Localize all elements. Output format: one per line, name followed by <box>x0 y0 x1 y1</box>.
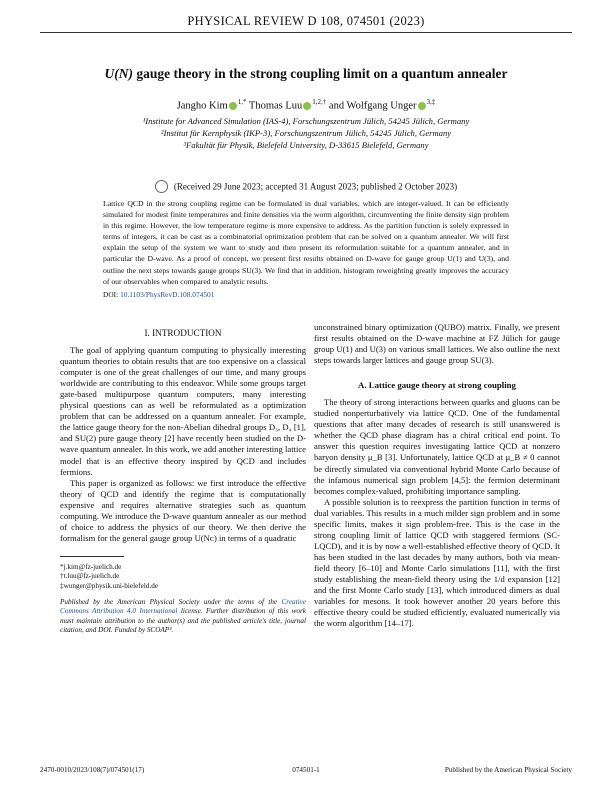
subsection-heading: A. Lattice gauge theory at strong coupling <box>358 380 516 391</box>
paragraph: The goal of applying quantum computing to physically interesting quantum theories to obtain results that are too expensive on a classical computer is one of the great challenges of our time, and many groups worldwide are contributing to this endeavor. While some groups target gate-based multipurpose quantum computers, many interesting physical questions can as well be reformulated as a optimization problem that can be addressed on a quantum annealer. For example, the lattice gauge theory for the non-Abelian dihedral groups D₃, D₄ [1], and SU(2) pure gauge theory [2] have recently been studied on the D-wave quantum annealer. In this work, we add another interesting lattice model that is an effective theory inspired by QCD and includes fermions. <box>60 345 306 477</box>
doi-link[interactable]: 10.1103/PhysRevD.108.074501 <box>120 290 215 299</box>
footer-right: Published by the American Physical Society <box>444 766 572 774</box>
doi-label: DOI: <box>103 290 119 299</box>
header-rule <box>40 32 572 33</box>
paragraph: A possible solution is to reexpress the partition function in terms of dual variables. This results in a much milder sign problem and in some specific limits, makes it sign problem-free. This is the case in the strong coupling limit of lattice QCD with staggered fermions (SC-LQCD), and it is by now a well-established effective theory of QCD. It has been studied in the last decades by many authors, both via mean-field theory [6–10] and Monte Carlo simulations [11], with the first study establishing the mean-field theory using the 1/d expansion [12] and the first Monte Carlo study [13], which introduced dimers as dual variables for mesons. It took however another 20 years before this effective theory could be studied efficiently, evaluated numerically via the worm algorithm [14–17]. <box>314 496 560 629</box>
affiliation: ³Fakultät für Physik, Bielefeld University, D-33615 Bielefeld, Germany <box>183 140 429 150</box>
right-column <box>314 322 560 629</box>
footer-left: 2470-0010/2023/108(7)/074501(17) <box>40 766 145 774</box>
license-post: license. Further distribution of this work must maintain attribution to the author(s) and the published article's title, journal citation, and DOI. Funded by SCOAP³. <box>60 607 306 635</box>
footnote-rule <box>60 556 124 557</box>
author-and: and <box>328 100 345 112</box>
license-link[interactable]: Creative Commons Attribution 4.0 International <box>60 597 306 616</box>
paragraph: unconstrained binary optimization (QUBO) matrix. Finally, we present first results obtained on the D-wave machine at FZ Jülich for gauge group U(1) and U(3) on various small lattices. We also outline the next steps towards larger lattices and gauge group SU(3). <box>314 322 560 366</box>
affiliation: ¹Institute for Advanced Simulation (IAS-4), Forschungszentrum Jülich, 54245 Jülich, Germany <box>142 116 470 126</box>
author-list <box>0 98 612 112</box>
title-symbol: U(N) <box>104 66 134 81</box>
author-sup: 3,‡ <box>426 98 436 106</box>
journal-header: PHYSICAL REVIEW D 108, 074501 (2023) <box>187 14 425 28</box>
section-heading: I. INTRODUCTION <box>144 328 222 338</box>
doi <box>103 290 214 299</box>
footnote: *j.kim@fz-juelich.de <box>60 562 122 571</box>
footnote: ‡wunger@physik.uni-bielefeld.de <box>60 582 159 591</box>
left-column <box>60 322 306 636</box>
orcid-icon[interactable] <box>418 102 426 110</box>
abstract <box>103 198 509 287</box>
footnote: †t.luu@fz-juelich.de <box>60 572 120 581</box>
orcid-icon[interactable] <box>303 102 311 110</box>
orcid-icon[interactable] <box>229 102 237 110</box>
author-name: Thomas Luu <box>248 100 303 112</box>
paper-title <box>0 66 612 82</box>
paragraph: This paper is organized as follows: we first introduce the effective theory of QCD and identify the regime that is computationally expensive and requires alternative strategies such as quantum computing. We introduce the D-wave quantum annealer as our method of choice to address the physics of our theory. We then derive the formalism for the general gauge group U(Nᴄ) in terms of a quadratic <box>60 477 306 543</box>
title-text: gauge theory in the strong coupling limit on a quantum annealer <box>133 66 508 81</box>
author-name: Jangho Kim <box>176 100 228 112</box>
author-sup: 1,2,† <box>312 98 327 106</box>
author-name: Wolfgang Unger <box>346 100 417 112</box>
open-access-icon <box>155 180 168 193</box>
affiliation: ²Institut für Kernphysik (IKP-3), Forschungszentrum Jülich, 54245 Jülich, Germany <box>160 128 452 138</box>
received-dates <box>0 181 612 194</box>
paragraph: The theory of strong interactions between quarks and gluons can be studied nonperturbatively via lattice QCD. One of the fundamental questions that after many decades of research is still unanswered is whether the QCD phase diagram has a chiral critical end point. To answer this question requires investigating lattice QCD at nonzero baryon density μ_B [3]. Unfortunately, lattice QCD at μ_B ≠ 0 cannot be directly simulated via conventional hybrid Monte Carlo because of the infamous numerical sign problem [4,5]: the fermion determinant becomes complex-valued, prohibiting importance sampling. <box>314 397 560 496</box>
license-notice <box>60 598 306 636</box>
license-pre: Published by the American Physical Society under the terms of the <box>60 597 282 606</box>
author-sup: 1,* <box>237 98 247 106</box>
abstract-text: Lattice QCD in the strong coupling regime can be formulated in dual variables, which are integer-valued. It can be efficiently simulated for modest finite temperatures and finite densities via the worm algorithm, circumventing the finite density sign problem in this regime. However, the low temperature regime is more expensive to address. As the partition function is solely expressed in terms of integers, it can be cast as a combinatorial optimization problem that can be solved on a quantum annealer. We will first explain the setup of the system we want to study and then present its reformulation suitable for a quantum annealer, and in particular the D-wave. As a proof of concept, we present first results obtained on D-wave for gauge group U(1) and U(3), and outline the next steps towards gauge groups SU(3). We find that in addition, histogram reweighting greatly improves the accuracy of our observables when compared to analytic results. <box>103 199 509 286</box>
page-number: 074501-1 <box>292 766 320 774</box>
dates-text: (Received 29 June 2023; accepted 31 August 2023; published 2 October 2023) <box>173 181 458 192</box>
